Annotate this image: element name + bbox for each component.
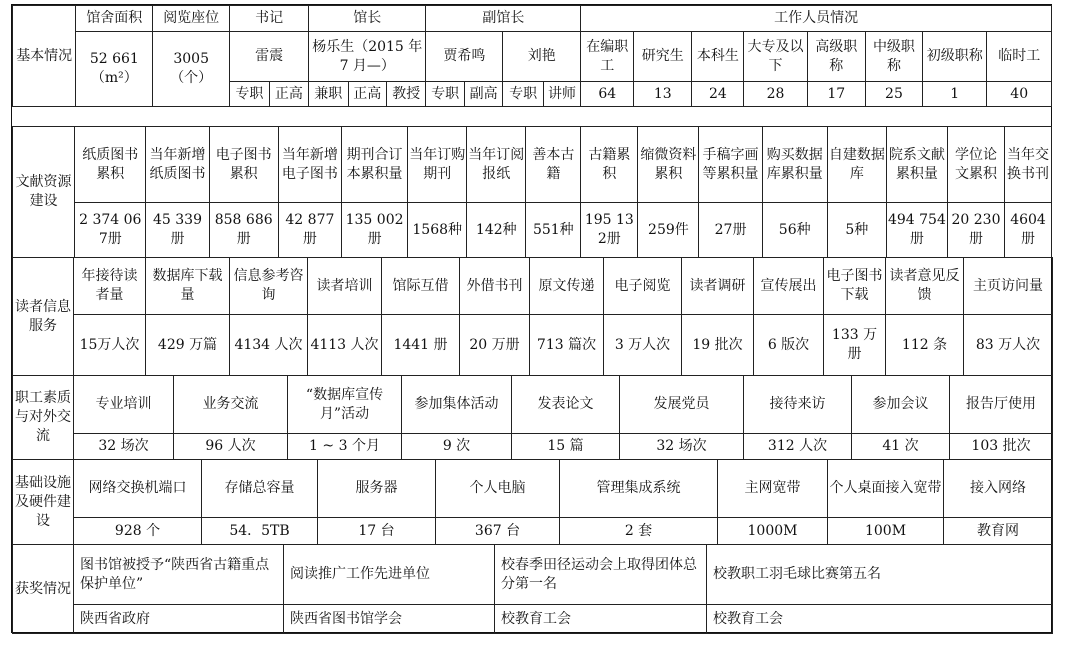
infra-head: 个人电脑	[436, 460, 560, 518]
staff-head: 中级职称	[865, 32, 922, 82]
docs-head: 当年新增电子图书	[278, 127, 341, 203]
exchange-value: 9 次	[402, 434, 512, 460]
docs-value: 195 132册	[581, 203, 638, 258]
docs-value: 56种	[762, 203, 827, 258]
staff-value: 64	[581, 82, 634, 107]
reader-value: 4134 人次	[230, 315, 308, 376]
docs-value: 5种	[827, 203, 886, 258]
reader-value: 429 万篇	[146, 315, 230, 376]
infra-head: 网络交换机端口	[74, 460, 202, 518]
section-label-infrastructure: 基础设施及硬件建设	[13, 460, 74, 545]
exchange-value: 96 人次	[174, 434, 288, 460]
docs-value: 494 754册	[886, 203, 947, 258]
award-issuer: 陕西省政府	[74, 605, 284, 634]
docs-value: 4604册	[1005, 203, 1052, 258]
infra-value: 教育网	[944, 518, 1053, 545]
title-cell: 专职	[426, 82, 464, 107]
title-cell: 专职	[503, 82, 544, 107]
reader-value: 713 篇次	[530, 315, 604, 376]
exchange-head: “数据库宣传月”活动	[288, 376, 402, 434]
header-secretary: 书记	[230, 6, 309, 32]
docs-head: 善本古籍	[526, 127, 581, 203]
docs-head: 当年交换书刊	[1005, 127, 1052, 203]
docs-head: 纸质图书累积	[75, 127, 146, 203]
docs-head: 学位论文累积	[947, 127, 1004, 203]
staff-head: 大专及以下	[744, 32, 807, 82]
docs-value: 42 877册	[278, 203, 341, 258]
title-cell: 正高	[348, 82, 386, 107]
reader-head: 读者意见反馈	[886, 258, 964, 315]
awards-section	[12, 544, 1053, 634]
seats-unit: （个）	[170, 70, 213, 86]
docs-section	[12, 126, 1052, 258]
infra-value: 54．5TB	[202, 518, 318, 545]
docs-head: 购买数据库累积量	[762, 127, 827, 203]
staff-value: 17	[807, 82, 865, 107]
infra-value: 928 个	[74, 518, 202, 545]
staff-head: 研究生	[634, 32, 692, 82]
section-label-reader: 读者信息服务	[13, 258, 74, 376]
staff-value: 1	[923, 82, 987, 107]
staff-value: 25	[865, 82, 922, 107]
basic-info-section	[12, 5, 1052, 107]
docs-value: 20 230册	[947, 203, 1004, 258]
infra-head: 管理集成系统	[560, 460, 718, 518]
docs-head: 手稿字画等累积量	[699, 127, 762, 203]
reader-head: 宣传展出	[754, 258, 824, 315]
reader-value: 15万人次	[74, 315, 146, 376]
section-label-basic: 基本情况	[13, 6, 76, 107]
area-value: 52 661	[89, 51, 139, 67]
exchange-value: 32 场次	[620, 434, 744, 460]
exchange-head: 发表论文	[512, 376, 620, 434]
exchange-head: 参加集体活动	[402, 376, 512, 434]
docs-head: 院系文献累积量	[886, 127, 947, 203]
exchange-head: 专业培训	[74, 376, 174, 434]
award-item: 阅读推广工作先进单位	[284, 545, 495, 605]
area-unit: （m²）	[90, 70, 138, 86]
award-issuer: 校教育工会	[495, 605, 707, 634]
reader-value: 19 批次	[682, 315, 754, 376]
docs-head: 自建数据库	[827, 127, 886, 203]
reader-value: 20 万册	[460, 315, 530, 376]
reader-value: 1441 册	[382, 315, 460, 376]
staff-head: 临时工	[987, 32, 1052, 82]
staff-exchange-section	[12, 375, 1053, 460]
title-cell: 正高	[269, 82, 308, 107]
reader-head: 电子阅览	[604, 258, 682, 315]
reader-value: 112 条	[886, 315, 964, 376]
docs-head: 电子图书累积	[209, 127, 278, 203]
header-deputy: 副馆长	[426, 6, 581, 32]
secretary-name: 雷震	[230, 32, 309, 82]
reader-head: 读者培训	[308, 258, 382, 315]
docs-value: 1568种	[408, 203, 467, 258]
reader-head: 外借书刊	[460, 258, 530, 315]
reader-head: 电子图书下载	[824, 258, 886, 315]
award-item: 图书馆被授予“陕西省古籍重点保护单位”	[74, 545, 284, 605]
reader-head: 主页访问量	[964, 258, 1053, 315]
reader-section	[12, 257, 1053, 376]
seats-value: 3005	[173, 51, 209, 67]
infra-head: 个人桌面接入宽带	[828, 460, 944, 518]
exchange-head: 参加会议	[852, 376, 950, 434]
infra-head: 服务器	[318, 460, 436, 518]
infra-head: 接入网络	[944, 460, 1053, 518]
staff-value: 13	[634, 82, 692, 107]
seats-cell	[153, 32, 230, 107]
reader-head: 馆际互借	[382, 258, 460, 315]
exchange-head: 接待来访	[744, 376, 852, 434]
infra-value: 1000M	[718, 518, 828, 545]
title-cell: 兼职	[309, 82, 348, 107]
docs-value: 858 686册	[209, 203, 278, 258]
exchange-value: 312 人次	[744, 434, 852, 460]
reader-head: 读者调研	[682, 258, 754, 315]
reader-value: 6 版次	[754, 315, 824, 376]
director-name: 杨乐生（2015 年 7 月—）	[309, 32, 426, 82]
exchange-value: 32 场次	[74, 434, 174, 460]
docs-head: 当年订阅报纸	[467, 127, 526, 203]
reader-value: 4113 人次	[308, 315, 382, 376]
infra-head: 存储总容量	[202, 460, 318, 518]
infra-value: 2 套	[560, 518, 718, 545]
header-area: 馆舍面积	[76, 6, 153, 32]
award-issuer: 校教育工会	[707, 605, 1053, 634]
title-cell: 副高	[464, 82, 502, 107]
docs-head: 期刊合订本累积量	[341, 127, 407, 203]
header-director: 馆长	[309, 6, 426, 32]
staff-value: 24	[692, 82, 744, 107]
deputy-name-2: 刘艳	[503, 32, 581, 82]
section-label-awards: 获奖情况	[13, 545, 74, 634]
area-cell	[76, 32, 153, 107]
infra-value: 367 台	[436, 518, 560, 545]
exchange-head: 报告厅使用	[950, 376, 1053, 434]
docs-head: 当年新增纸质图书	[146, 127, 209, 203]
staff-head: 在编职工	[581, 32, 634, 82]
docs-head: 当年订购期刊	[408, 127, 467, 203]
infra-value: 100M	[828, 518, 944, 545]
reader-head: 信息参考咨询	[230, 258, 308, 315]
reader-head: 年接待读者量	[74, 258, 146, 315]
docs-value: 259件	[638, 203, 699, 258]
exchange-value: 15 篇	[512, 434, 620, 460]
docs-value: 551种	[526, 203, 581, 258]
docs-value: 142种	[467, 203, 526, 258]
header-staff: 工作人员情况	[581, 6, 1052, 32]
reader-value: 83 万人次	[964, 315, 1053, 376]
exchange-head: 发展党员	[620, 376, 744, 434]
award-issuer: 陕西省图书馆学会	[284, 605, 495, 634]
title-cell: 讲师	[543, 82, 580, 107]
docs-value: 2 374 067册	[75, 203, 146, 258]
reader-head: 数据库下载量	[146, 258, 230, 315]
infra-head: 主网宽带	[718, 460, 828, 518]
staff-head: 初级职称	[923, 32, 987, 82]
staff-head: 高级职称	[807, 32, 865, 82]
award-item: 校教职工羽毛球比赛第五名	[707, 545, 1053, 605]
title-cell: 教授	[386, 82, 425, 107]
exchange-head: 业务交流	[174, 376, 288, 434]
docs-head: 古籍累积	[581, 127, 638, 203]
staff-value: 40	[987, 82, 1052, 107]
reader-head: 原文传递	[530, 258, 604, 315]
section-label-staff-exchange: 职工素质与对外交流	[13, 376, 74, 460]
staff-value: 28	[744, 82, 807, 107]
exchange-value: 41 次	[852, 434, 950, 460]
docs-value: 27册	[699, 203, 762, 258]
award-item: 校春季田径运动会上取得团体总分第一名	[495, 545, 707, 605]
staff-head: 本科生	[692, 32, 744, 82]
deputy-name-1: 贾希鸣	[426, 32, 503, 82]
reader-value: 133 万册	[824, 315, 886, 376]
infra-value: 17 台	[318, 518, 436, 545]
exchange-value: 103 批次	[950, 434, 1053, 460]
infrastructure-section	[12, 459, 1053, 545]
exchange-value: 1 ~ 3 个月	[288, 434, 402, 460]
docs-value: 45 339册	[146, 203, 209, 258]
header-seats: 阅览座位	[153, 6, 230, 32]
section-label-docs: 文献资源建设	[13, 127, 75, 258]
docs-value: 135 002册	[341, 203, 407, 258]
title-cell: 专职	[230, 82, 269, 107]
reader-value: 3 万人次	[604, 315, 682, 376]
docs-head: 缩微资料累积	[638, 127, 699, 203]
